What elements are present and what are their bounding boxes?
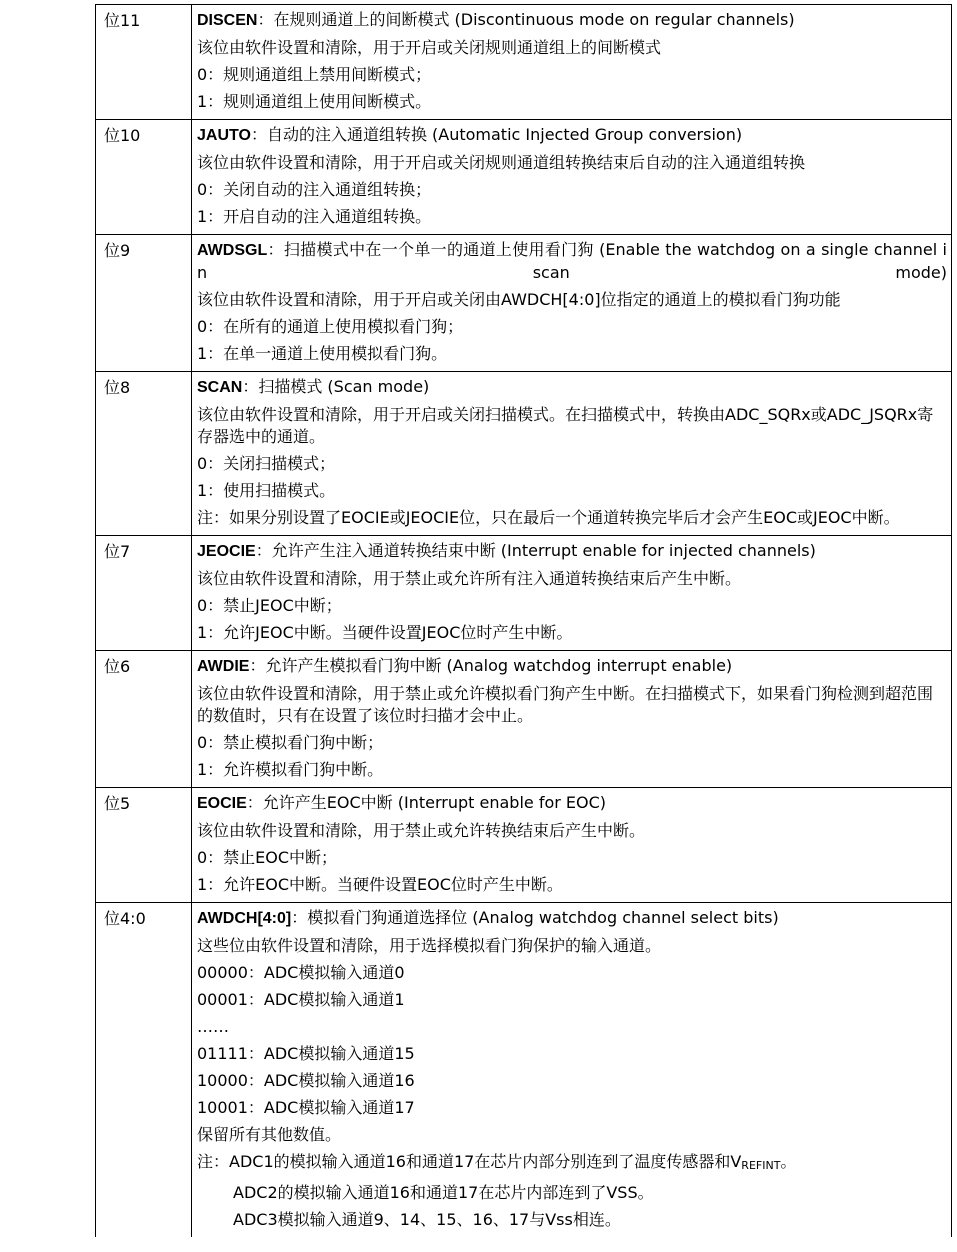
description-cell bbox=[192, 536, 952, 651]
ellipsis-line: …… bbox=[197, 1017, 229, 1036]
description-line: 这些位由软件设置和清除，用于选择模拟看门狗保护的输入通道。 bbox=[197, 936, 662, 955]
note-line: ADC2的模拟输入通道16和通道17在芯片内部连到了VSS。 bbox=[233, 1183, 654, 1202]
description-cell bbox=[192, 235, 952, 372]
field-title bbox=[197, 124, 947, 147]
description-line: 该位由软件设置和清除，用于开启或关闭规则通道组上的间断模式 bbox=[197, 38, 662, 57]
bit-cell: 位9 bbox=[96, 235, 192, 372]
table-row bbox=[96, 235, 952, 372]
field-name: AWDSGL bbox=[197, 242, 268, 259]
description-line: 1：规则通道组上使用间断模式。 bbox=[197, 92, 432, 111]
description-cell bbox=[192, 5, 952, 120]
table-row bbox=[96, 903, 952, 1238]
field-title bbox=[197, 540, 947, 563]
field-title-text: ：允许产生EOC中断 (Interrupt enable for EOC) bbox=[246, 793, 607, 812]
description-line: 保留所有其他数值。 bbox=[197, 1125, 342, 1144]
channel-option: 01111：ADC模拟输入通道15 bbox=[197, 1044, 415, 1063]
table-row bbox=[96, 651, 952, 788]
description-line: 该位由软件设置和清除，用于禁止或允许所有注入通道转换结束后产生中断。 bbox=[197, 569, 742, 588]
bit-cell: 位6 bbox=[96, 651, 192, 788]
register-bit-table bbox=[95, 4, 952, 1237]
field-title-text: ：在规则通道上的间断模式 (Discontinuous mode on regular channels) bbox=[257, 10, 795, 29]
table-row bbox=[96, 120, 952, 235]
description-line: 该位由软件设置和清除，用于开启或关闭由AWDCH[4:0]位指定的通道上的模拟看门狗功能 bbox=[197, 290, 841, 309]
field-title bbox=[197, 792, 947, 815]
description-line: 该位由软件设置和清除，用于开启或关闭扫描模式。在扫描模式中，转换由ADC_SQRx或ADC_JSQRx寄存器选中的通道。 bbox=[197, 405, 934, 446]
description-line: 0：禁止模拟看门狗中断； bbox=[197, 733, 384, 752]
description-line: 该位由软件设置和清除，用于开启或关闭规则通道组转换结束后自动的注入通道组转换 bbox=[197, 153, 806, 172]
description-line: 0：规则通道组上禁用间断模式； bbox=[197, 65, 432, 84]
channel-option: 00000：ADC模拟输入通道0 bbox=[197, 963, 405, 982]
channel-option: 10001：ADC模拟输入通道17 bbox=[197, 1098, 415, 1117]
description-line: 1：在单一通道上使用模拟看门狗。 bbox=[197, 344, 448, 363]
description-line: 0：禁止EOC中断； bbox=[197, 848, 338, 867]
description-cell bbox=[192, 788, 952, 903]
note-line: 注：如果分别设置了EOCIE或JEOCIE位，只在最后一个通道转换完毕后才会产生EOC或JEOC中断。 bbox=[197, 508, 900, 527]
bit-cell: 位8 bbox=[96, 372, 192, 536]
note-line bbox=[197, 1151, 947, 1177]
field-title bbox=[197, 376, 947, 399]
field-name: JEOCIE bbox=[197, 543, 256, 560]
description-line: 0：禁止JEOC中断； bbox=[197, 596, 342, 615]
description-line: 0：关闭扫描模式； bbox=[197, 454, 336, 473]
bit-cell: 位11 bbox=[96, 5, 192, 120]
field-title-text: ：扫描模式 (Scan mode) bbox=[242, 377, 430, 396]
description-cell bbox=[192, 120, 952, 235]
field-title bbox=[197, 907, 947, 930]
field-name: AWDCH[4:0] bbox=[197, 910, 292, 927]
table-row bbox=[96, 536, 952, 651]
note-text: 注：ADC1的模拟输入通道16和通道17在芯片内部分别连到了温度传感器和V bbox=[197, 1152, 742, 1171]
description-cell bbox=[192, 903, 952, 1238]
bit-cell: 位7 bbox=[96, 536, 192, 651]
description-line: 该位由软件设置和清除，用于禁止或允许转换结束后产生中断。 bbox=[197, 821, 646, 840]
field-name: JAUTO bbox=[197, 127, 251, 144]
field-name: DISCEN bbox=[197, 12, 258, 29]
description-cell bbox=[192, 372, 952, 536]
description-line: 0：在所有的通道上使用模拟看门狗； bbox=[197, 317, 464, 336]
field-name: EOCIE bbox=[197, 795, 247, 812]
description-cell bbox=[192, 651, 952, 788]
description-line: 1：允许JEOC中断。当硬件设置JEOC位时产生中断。 bbox=[197, 623, 573, 642]
field-name: AWDIE bbox=[197, 658, 250, 675]
bit-cell: 位10 bbox=[96, 120, 192, 235]
table-row bbox=[96, 372, 952, 536]
channel-option: 00001：ADC模拟输入通道1 bbox=[197, 990, 405, 1009]
field-name: SCAN bbox=[197, 379, 243, 396]
channel-option: 10000：ADC模拟输入通道16 bbox=[197, 1071, 415, 1090]
note-text-end: 。 bbox=[780, 1152, 797, 1171]
field-title-text: ：模拟看门狗通道选择位 (Analog watchdog channel select bits) bbox=[291, 908, 779, 927]
note-line: ADC3模拟输入通道9、14、15、16、17与Vss相连。 bbox=[233, 1210, 621, 1229]
table-row bbox=[96, 5, 952, 120]
description-line: 1：允许模拟看门狗中断。 bbox=[197, 760, 384, 779]
table-row bbox=[96, 788, 952, 903]
field-title bbox=[197, 9, 947, 32]
field-title-text: ：扫描模式中在一个单一的通道上使用看门狗 (Enable the watchdog on a single channel in scan mode) bbox=[197, 240, 947, 282]
field-title bbox=[197, 239, 947, 284]
field-title-text: ：自动的注入通道组转换 (Automatic Injected Group conversion) bbox=[250, 125, 743, 144]
description-line: 0：关闭自动的注入通道组转换； bbox=[197, 180, 432, 199]
description-line: 该位由软件设置和清除，用于禁止或允许模拟看门狗产生中断。在扫描模式下，如果看门狗检测到超范围的数值时，只有在设置了该位时扫描才会中止。 bbox=[197, 684, 934, 725]
bit-cell: 位5 bbox=[96, 788, 192, 903]
vrefint-subscript: REFINT bbox=[741, 1159, 781, 1172]
description-line: 1：开启自动的注入通道组转换。 bbox=[197, 207, 432, 226]
field-title-text: ：允许产生模拟看门狗中断 (Analog watchdog interrupt enable) bbox=[249, 656, 733, 675]
field-title-text: ：允许产生注入通道转换结束中断 (Interrupt enable for injected channels) bbox=[255, 541, 816, 560]
field-title bbox=[197, 655, 947, 678]
description-line: 1：允许EOC中断。当硬件设置EOC位时产生中断。 bbox=[197, 875, 563, 894]
description-line: 1：使用扫描模式。 bbox=[197, 481, 336, 500]
bit-cell: 位4:0 bbox=[96, 903, 192, 1238]
